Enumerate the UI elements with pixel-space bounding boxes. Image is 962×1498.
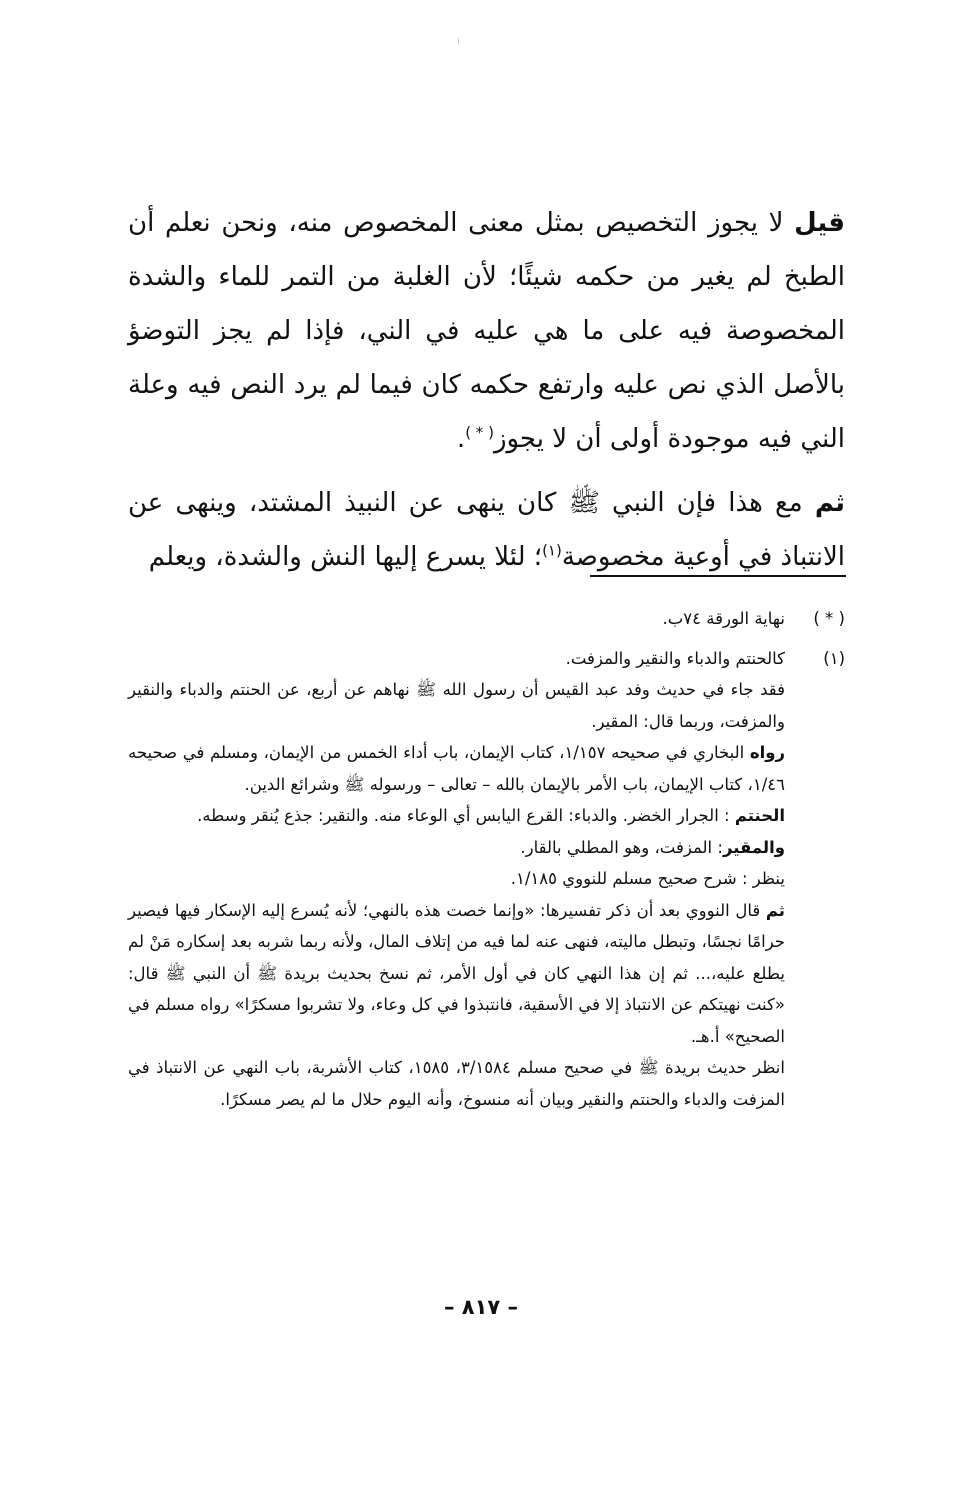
footnote-1-nawawi [128,895,785,1053]
footnote-1-source-lead: رواه [749,743,785,762]
paragraph-1-footnote-marker: ( * ) [465,423,494,442]
footnote-1-line-1: كالحنتم والدباء والنقير والمزفت. [565,648,785,668]
paragraph-2-lead: ثم [814,488,845,518]
paragraph-2-text-end: ؛ لئلا يسرع إليها النش والشدة، ويعلم [148,542,543,572]
footnote-1-see-also: انظر حديث بريدة ﷺ في صحيح مسلم ٣/١٥٨٤، ١٥٨٥، كتاب الأشربة، باب النهي عن الانتباذ في المزفت والدباء والحنتم والنقير وبيان أنه منسوخ، وأنه اليوم حلال ما لم يصر مسكرًا. [128,1058,785,1109]
footnote-1-source-text: البخاري في صحيحه ١/١٥٧، كتاب الإيمان، باب أداء الخمس من الإيمان، ومسلم في صحيحه ١/٤٦، كتاب الإيمان، باب الأمر بالإيمان بالله – تعالى – ورسوله ﷺ وشرائع الدين. [128,743,785,794]
paragraph-2-text: مع هذا فإن النبي ﷺ كان ينهى عن النبيذ المشتد، وينهى عن الانتباذ في أوعية مخصوصة [128,488,845,572]
paragraph-1-text: لا يجوز التخصيص بمثل معنى المخصوص منه، ونحن نعلم أن الطبخ لم يغير من حكمه شيئًا؛ لأن الغلبة من التمر للماء والشدة المخصوصة فيه على ما هي عليه في الني، فإذا لم يجز التوضؤ بالأصل الذي نص عليه وارتفع حكمه كان فيما لم يرد النص فيه وعلة الني فيه موجودة أولى أن لا يجوز [128,208,845,454]
footnotes [128,603,845,1115]
footnote-1-reference: ينظر : شرح صحيح مسلم للنووي ١/١٨٥. [510,869,785,888]
footnote-star-marker: ( * ) [813,609,845,628]
main-text [128,196,845,584]
paragraph-1-lead: قيل [794,208,845,238]
footnote-separator [590,575,846,577]
footnote-star [128,603,845,635]
footnote-1-marker: (١) [823,648,845,668]
footnote-1-definition-lead: الحنتم [734,806,785,825]
page-number: – ٨١٧ – [443,1295,519,1319]
scan-mark [458,38,459,44]
footnote-1-muqayyar-lead: والمقير [722,837,785,857]
footnote-star-text: نهاية الورقة ٧٤ب. [662,609,785,628]
footnote-1-nawawi-lead: ثم [765,900,785,920]
paragraph-2 [128,476,845,584]
footnote-1-definition [128,800,785,832]
footnote-1-muqayyar [128,832,785,864]
paragraph-1 [128,196,845,466]
footnote-1-nawawi-text: قال النووي بعد أن ذكر تفسيرها: «وإنما خصت هذه بالنهي؛ لأنه يُسرع إليه الإسكار فيها فيصير حرامًا نجسًا، وتبطل ماليته، فنهى عنه لما فيه من إتلاف المال، ولأنه ربما شربه بعد إسكاره مَنْ لم يطلع عليه،... ثم إن هذا النهي كان في أول الأمر، ثم نسخ بحديث بريدة ﷺ أن النبي ﷺ قال: «كنت نهيتكم عن الانتباذ إلا في الأسقية، فانتبذوا في كل وعاء، ولا تشربوا مسكرًا» رواه مسلم في الصحيح» أ.هـ. [128,900,785,1046]
paragraph-1-end: . [456,424,466,454]
paragraph-2-footnote-marker: (١) [542,541,562,560]
footnote-1-definition-text: : الجرار الخضر. والدباء: القرع اليابس أي الوعاء منه. والنقير: جذع يُنقر وسطه. [197,806,735,825]
footnote-1-line-2: فقد جاء في حديث وفد عبد القيس أن رسول الله ﷺ نهاهم عن أربع، عن الحنتم والدباء والنقير والمزفت، وربما قال: المقير. [128,680,785,731]
footnote-1 [128,643,845,1116]
footnote-1-muqayyar-text: : المزفت، وهو المطلي بالقار. [520,837,723,857]
footnote-1-source [128,737,785,800]
